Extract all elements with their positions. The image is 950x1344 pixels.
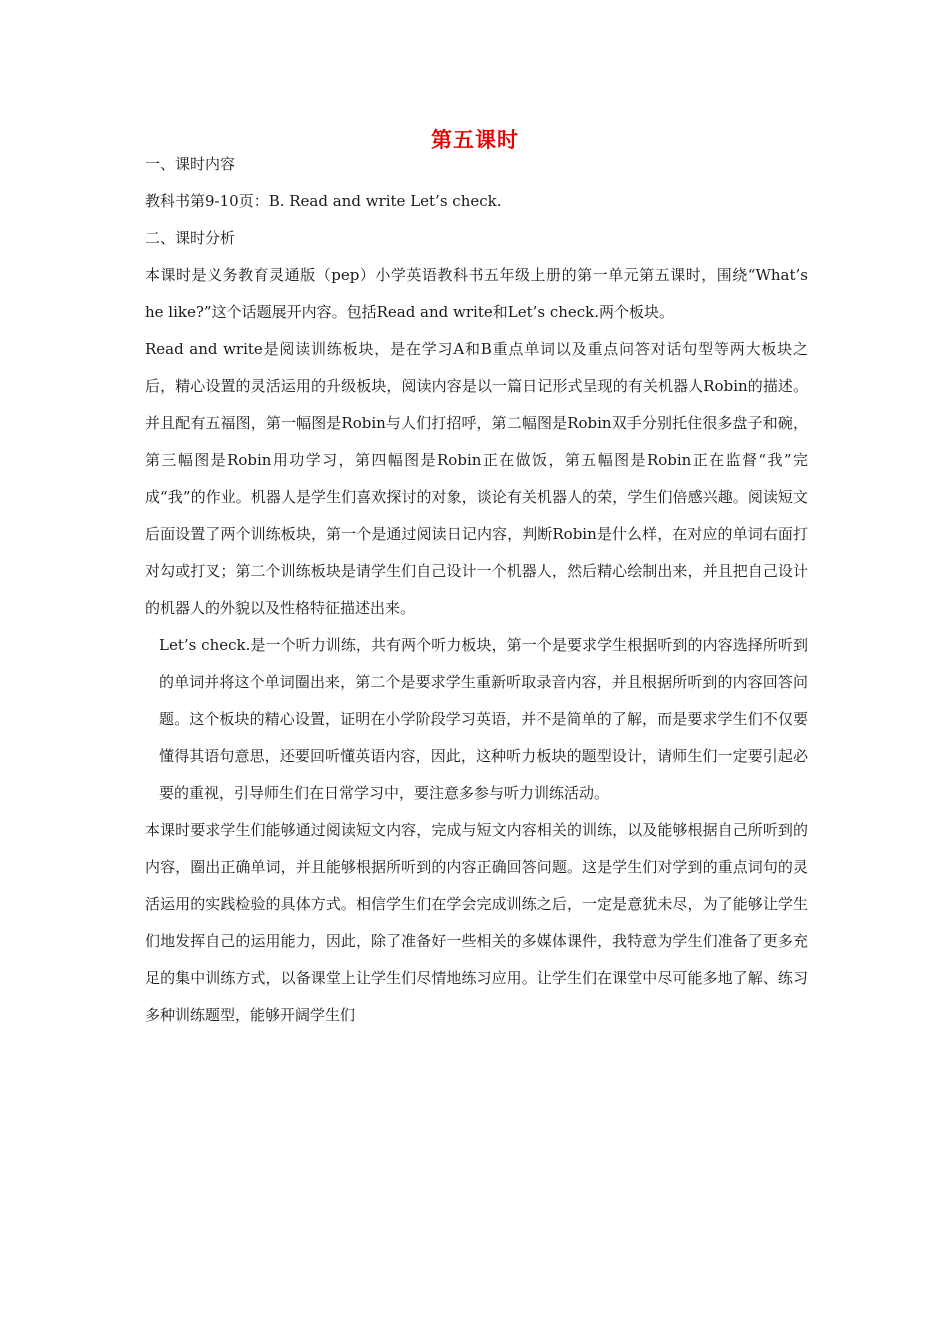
page-title: 第五课时 <box>431 128 519 152</box>
document-body <box>145 146 808 1034</box>
paragraph-read-and-write: Read and write是阅读训练板块，是在学习A和B重点单词以及重点问答对话句型等两大板块之后，精心设置的灵活运用的升级板块，阅读内容是以一篇日记形式呈现的有关机器人Robin的描述。并且配有五福图，第一幅图是Robin与人们打招呼，第二幅图是Robin双手分别托住很多盘子和碗，第三幅图是Robin用功学习，第四幅图是Robin正在做饭，第五幅图是Robin正在监督“我”完成“我”的作业。机器人是学生们喜欢探讨的对象，谈论有关机器人的荣，学生们倍感兴趣。阅读短文后面设置了两个训练板块，第一个是通过阅读日记内容，判断Robin是什么样，在对应的单词右面打对勾或打叉；第二个训练板块是请学生们自己设计一个机器人，然后精心绘制出来，并且把自己设计的机器人的外貌以及性格特征描述出来。 <box>145 340 808 617</box>
section-content-text: 教科书第9-10页：B. Read and write Let’s check. <box>145 192 502 210</box>
paragraph-intro: 本课时是义务教育灵通版（pep）小学英语教科书五年级上册的第一单元第五课时，围绕“What’s he like?”这个话题展开内容。包括Read and write和Let’s check.两个板块。 <box>145 266 808 321</box>
section-heading-analysis: 二、课时分析 <box>145 229 236 247</box>
paragraph-lets-check: Let’s check.是一个听力训练，共有两个听力板块，第一个是要求学生根据听到的内容选择所听到的单词并将这个单词圈出来，第二个是要求学生重新听取录音内容，并且根据所听到的内容回答问题。这个板块的精心设置，证明在小学阶段学习英语，并不是简单的了解，而是要求学生们不仅要懂得其语句意思，还要回听懂英语内容，因此，这种听力板块的题型设计，请师生们一定要引起必要的重视，引导师生们在日常学习中，要注意多参与听力训练活动。 <box>159 636 808 802</box>
section-heading-content: 一、课时内容 <box>145 155 236 173</box>
paragraph-goals: 本课时要求学生们能够通过阅读短文内容，完成与短文内容相关的训练，以及能够根据自己所听到的内容，圈出正确单词，并且能够根据所听到的内容正确回答问题。这是学生们对学到的重点词句的灵活运用的实践检验的具体方式。相信学生们在学会完成训练之后，一定是意犹未尽，为了能够让学生们地发挥自己的运用能力，因此，除了准备好一些相关的多媒体课件，我特意为学生们准备了更多充足的集中训练方式，以备课堂上让学生们尽情地练习应用。让学生们在课堂中尽可能多地了解、练习多种训练题型，能够开阔学生们 <box>145 821 808 1024</box>
